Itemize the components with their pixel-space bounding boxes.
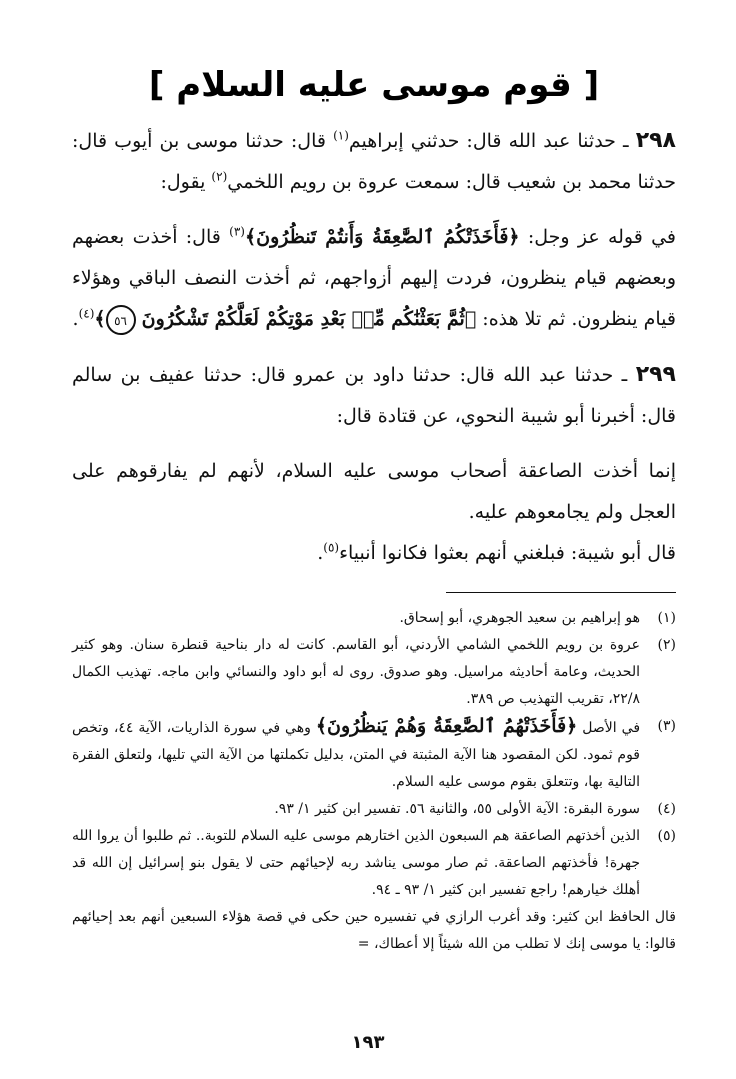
paragraph-299 [72, 354, 676, 437]
footnote-3-text-b: وهي في سورة الذاريات، الآية ٤٤، وتخص قوم ثمود. لكن المقصود هنا الآية المثبتة في المتن، بدليل تكملتها من الآية التي تليها، ولتعلق الفقرة التالية بها، وتتعلق بقوم موسى عليه السلام. [72, 720, 640, 790]
footnote-1-number: (١) [657, 610, 676, 626]
commentary-end: . [72, 308, 79, 330]
paragraph-298-text-c: يقول: [160, 171, 206, 193]
footnote-5 [72, 823, 676, 904]
paragraph-298-text-b: قال: حدثنا موسى بن أيوب قال: حدثنا محمد بن شعيب قال: سمعت عروة بن رويم اللخمي [72, 130, 676, 193]
footnote-ref-3: (٣) [229, 224, 245, 239]
quran-verse-1: ﴿فَأَخَذَتْكُمُ ٱلصَّٰعِقَةُ وَأَنتُمْ تَنظُرُونَ﴾ [244, 226, 520, 248]
footnote-4 [72, 796, 676, 823]
footnotes-section [72, 605, 676, 958]
footnote-3-number: (٣) [657, 718, 676, 734]
hadith-number-299: ٢٩٩ [635, 362, 676, 387]
footnote-3 [72, 713, 676, 796]
footnote-3-quran: ﴿فَأَخَذَتْهُمُ ٱلصَّٰعِقَةُ وَهُمْ يَنظُرُونَ﴾ [315, 715, 578, 737]
footnote-2 [72, 632, 676, 713]
footnote-5-number: (٥) [657, 828, 676, 844]
paragraph-298 [72, 120, 676, 203]
footnote-4-text: سورة البقرة: الآية الأولى ٥٥، والثانية ٥٦. تفسير ابن كثير ١/ ٩٣. [274, 801, 640, 817]
paragraph-299-abu-shayba [72, 533, 676, 574]
footnote-ref-2: (٢) [211, 169, 228, 184]
commentary-text-b: قال: أخذت بعضهم وبعضهم قيام ينظرون، فردت إليهم أزواجهم، ثم أخذت النصف الباقي وهؤلاء قيام ينظرون. ثم تلا هذه: [72, 226, 676, 330]
footnote-ref-1: (١) [333, 128, 349, 143]
footnote-2-text: عروة بن رويم اللخمي الشامي الأردني، أبو القاسم. كانت له دار بناحية قنطرة سنان. وهو كثير الحديث، وعامة أحاديثه مراسيل. وهو صدوق. روى له أبو داود والنسائي وابن ماجه. تهذيب الكمال ٢٢/٨، تقريب التهذيب ص ٣٨٩. [72, 637, 640, 707]
main-text [72, 120, 676, 574]
footnote-3-body [72, 713, 640, 796]
ayah-number-marker: ٥٦ [106, 305, 136, 335]
footnote-3-text-a: في الأصل [582, 720, 641, 736]
page-number: ١٩٣ [351, 1032, 385, 1053]
paragraph-298-text-a: ـ حدثنا عبد الله قال: حدثني إبراهيم [348, 130, 629, 152]
footnote-5-text: الذين أخذتهم الصاعقة هم السبعون الذين اختارهم موسى عليه السلام للتوبة.. ثم طلبوا أن يروا الله جهرة! فأخذتهم الصاعقة. ثم صار موسى يناشد ربه لإحيائهم حتى لا يقول بنو إسرائيل إن الله قد أهلك خيارهم! راجع تفسير ابن كثير ١/ ٩٣ ـ ٩٤. [72, 828, 640, 898]
footnote-ref-5: (٥) [323, 540, 340, 555]
footnote-1 [72, 605, 676, 632]
abu-shayba-text: قال أبو شيبة: فبلغني أنهم بعثوا فكانوا أنبياء [339, 542, 676, 564]
paragraph-299-commentary [72, 451, 676, 533]
page-title: [ قوم موسى عليه السلام ] [148, 65, 600, 105]
abu-shayba-end: . [317, 542, 324, 564]
footnote-1-text: هو إبراهيم بن سعيد الجوهري، أبو إسحاق. [399, 610, 640, 626]
paragraph-299-text: ـ حدثنا عبد الله قال: حدثنا داود بن عمرو قال: حدثنا عفيف بن سالم قال: أخبرنا أبو شيبة النحوي، عن قتادة قال: [72, 364, 676, 427]
footnote-2-number: (٢) [657, 637, 676, 653]
footnote-ref-4: (٤) [78, 306, 95, 321]
hadith-number-298: ٢٩٨ [635, 128, 676, 153]
footnote-4-number: (٤) [657, 801, 676, 817]
quran-verse-2: ﴿ثُمَّ بَعَثْنَٰكُم مِّنۢ بَعْدِ مَوْتِكُمْ لَعَلَّكُمْ تَشْكُرُونَ [141, 308, 477, 330]
footnote-5-continuation: قال الحافظ ابن كثير: وقد أغرب الرازي في تفسيره حين حكى في قصة هؤلاء السبعين أنهم بعد إحيائهم قالوا: يا موسى إنك لا تطلب من الله شيئاً إلا أعطاك، = [72, 909, 676, 952]
commentary-text-a: في قوله عز وجل: [527, 226, 677, 248]
paragraph-298-commentary [72, 217, 676, 340]
footnote-divider [446, 592, 676, 593]
quran-verse-2-close: ﴾ [94, 308, 106, 330]
paragraph-299-commentary-text: إنما أخذت الصاعقة أصحاب موسى عليه السلام، لأنهم لم يفارقوهم على العجل ولم يجامعوهم عليه. [72, 460, 676, 523]
